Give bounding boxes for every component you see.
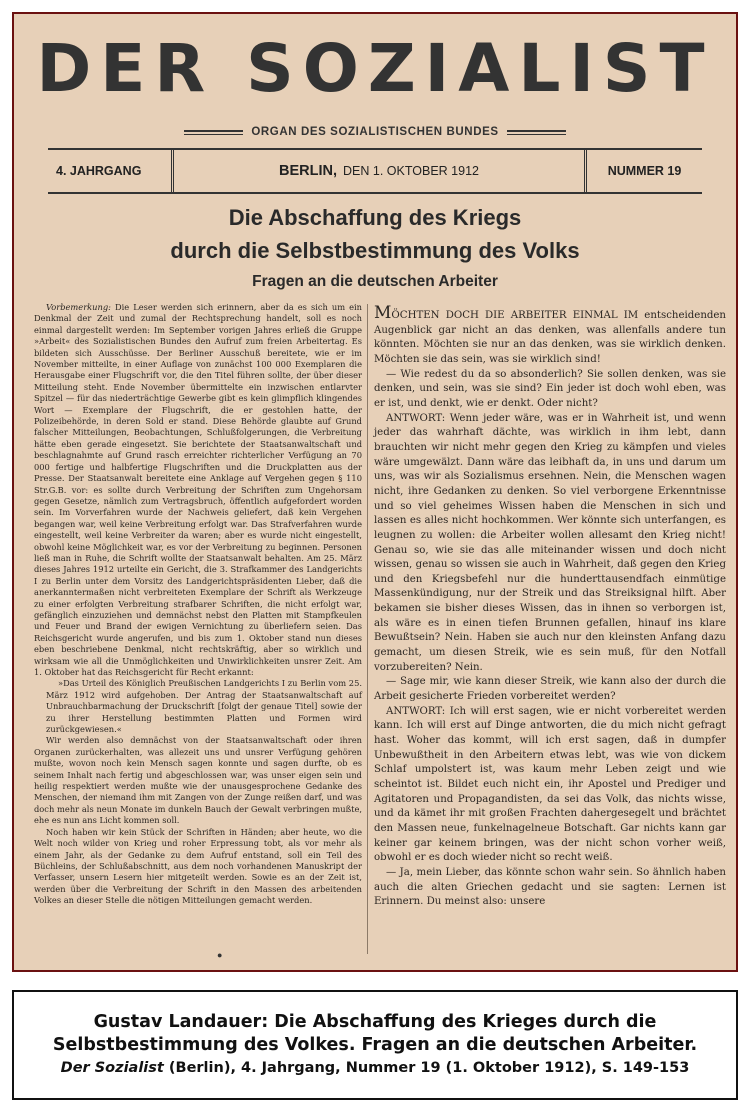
article-subtitle: Fragen an die deutschen Arbeiter: [252, 273, 498, 290]
caption-line-1: Gustav Landauer: Die Abschaffung des Krieges durch die: [93, 1012, 657, 1032]
end-dot: ●: [217, 950, 223, 960]
organ-rule-left: [184, 130, 243, 135]
article-title-line1: Die Abschaffung des Kriegs: [228, 205, 522, 230]
right-paragraph-3: ANTWORT: Wenn jeder wäre, was er in Wahrheit ist, und wenn jeder das wahrhaft dächte, was wirklich in ihm lebt, dann brauchten wir nicht mehr gegen den Krieg zu kämpfen und vieles wäre umgewälzt. Dann wäre das leibhaft da, in uns und darum um uns, was wir als Sozialismus ersehnen. Nein, die Menschen wagen nicht, ihre Gedanken zu denken. So viel verborgene Erkenntnisse und so viel geheimes Wissen haben die Menschen in sich und lassen es alles nicht hochkommen. Wer könnte sich unterfangen, es leugnen zu wollen: die Arbeiter wollen allesamt den Krieg nicht! Genau so, wie sie das alle miteinander wissen und doch nicht wissen, genau so wissen sie auch in Wahrheit, daß gegen den Krieg und den Kriegsbefehl nur die hunderttausendfach einmütige Massenkündigung, nur der Streik und das Streiksignal hilft. Aber bekamen sie bisher dieses Wissen, das in ihnen so verborgen ist, als wäre es in einen tiefen Brunnen gefallen, hinauf ins klare Bewußtsein? Nein. Haben sie auch nur den kleinsten Anfang dazu gemacht, um diesen Streik, wie es sein muß, für den Notfall vorzubereiten? Nein.: [374, 412, 726, 673]
right-paragraph-5: ANTWORT: Ich will erst sagen, wie er nicht vorbereitet werden kann. Ich will erst auf Dinge antworten, die du mich nicht gefragt hast. Woher das kommt, will ich erst sagen, daß in dumpfer Unbewußtheit in den Arbeitern etwas lebt, was wie von dickem Schlaf umpolstert ist, was kaum mehr Leben zeigt und wie scheintot ist. Bildet euch nicht ein, ihr Apostel und Prediger und Agitatoren und Propagandisten, da sei das Volk, das nichts wisse, und da kämet ihr mit großen Frachten dahergesegelt und brächtet den Massen neue, funkelnagelneue Botschaft. Gar nichts kann gar keiner gar keinem bringen, was der nicht schon vorher weiß, obwohl er es doch wieder nicht so recht weiß.: [374, 705, 726, 864]
court-quote: »Das Urteil des Königlich Preußischen Landgerichts I zu Berlin vom 25. März 1912 wird aufgehoben. Der Antrag der Staatsanwaltschaft auf Unbrauchbarmachung der Druckschrift [folgt der genaue Titel] sowie der zu ihrer Herstellung bestimmten Platten und Formen wird zurückgewiesen.«: [46, 678, 362, 735]
column-divider: [367, 304, 368, 954]
dateline: [174, 150, 584, 192]
masthead-title: DER SOZIALIST: [36, 30, 714, 107]
issue-number: NUMMER 19: [584, 150, 702, 192]
right-paragraph-4: — Sage mir, wie kann dieser Streik, wie kann also der durch die Arbeit gesicherte Frieden vorbereitet werden?: [374, 676, 726, 703]
organ-rule-right: [507, 130, 566, 135]
right-paragraph-6: — Ja, mein Lieber, das könnte schon wahr sein. So ähnlich haben auch die alten Griechen gedacht und sie sagten: Lernen ist Erinnern. Du meinst also: unsere: [374, 866, 726, 908]
right-paragraph-2: — Wie redest du da so absonderlich? Sie sollen denken, was sie denken, und sein, was sie sind? Ein jeder ist doch wohl eben, was er ist, und denkt, wie er denkt. Oder nicht?: [374, 368, 726, 409]
lead-text: entscheidenden Augenblick gar nicht an das denken, was allenfalls andere tun könnten. Möchten sie nur an das denken, was sie wirklich denken. Möchten sie das sein, was sie wirklich sind!: [374, 310, 726, 365]
left-column: [34, 302, 362, 907]
left-paragraph-2: Wir werden also demnächst von der Staatsanwaltschaft oder ihren Organen zurückerhalten, was allezeit uns und unsrer Verfügung gehören mußte, wovon noch kein Mensch sagen konnte und sagen durfte, ob es seinem Inhalt nach fertig und abgeschlossen war, was unser eigen sein und heilig respektiert werden mußte wie der unausgesprochene Gedanke des Menschen, der niemand ihm mit Zangen von der Zunge reißen darf, und was doch mehr als neun Monate im dunkeln Bauch der Gewalt verbringen mußte, ehe es nun ans Licht kommen soll.: [34, 735, 362, 826]
caption-citation: [61, 1057, 690, 1079]
preface-label: Vorbemerkung:: [46, 302, 111, 312]
caption-box: [12, 990, 738, 1100]
left-paragraph-3: Noch haben wir kein Stück der Schriften in Händen; aber heute, wo die Welt noch wilder von Krieg und roher Erpressung tobt, als vor mehr als einem Jahr, als der Gedanke zu dem Aufruf entstand, soll ein Teil des Büchleins, der Schlußabschnitt, aus dem noch vorhandenen Manuskript der Verfasser, unsern Lesern hier mitgeteilt werden. Sowie es an der Zeit ist, werden über die Verbreitung der Schrift in den Massen des arbeitenden Volkes an dieser Stelle die nötigen Mitteilungen gemacht werden.: [34, 826, 362, 906]
city-label: BERLIN,: [279, 163, 338, 179]
preface-text: Die Leser werden sich erinnern, aber da es sich um ein Denkmal der Zeit und zumal der Rechtsprechung handelt, soll es noch einmal dargestellt werden: Im September vorigen Jahres erließ die Gruppe »Arbeit« des Sozialistischen Bundes den Aufruf zum freien Arbeitertag. Es bildeten sich Ausschüsse. Der Berliner Ausschuß bereitete, wie er im November mitteilte, in einer Auflage von zunächst 100 000 Exemplaren die Herausgabe einer Flugschrift vor, die den Titel führen sollte, der über dieser Mitteilung steht. Ende November übermittelte ein inzwischen entlarvter Spitzel — für das niederträchtige Gewerbe gibt es kein glimpflich klingendes Wort — Exemplare der Flugschrift, die er gestohlen hatte, der Polizeibehörde, in deren Sold er stand. Diese Behörde glaubte auf Grund falscher Mitteilungen, Beobachtungen, Schlußfolgerungen, die Verbreitung hätte eben gerade eingesetzt. Sie berichtete der Staatsanwaltschaft und beschlagnahmte auf Grund rasch erreichter richterlicher Verfügung an 70 000 fertige und halbfertige Flugschriften und die Druckplatten aus der Presse. Der Staatsanwalt bereitete eine Anklage auf Vergehen gegen § 110 Str.G.B. vor: es sollte durch Verbreitung der Schriften zum Ungehorsam gegen Gesetze, nämlich zum Vertragsbruch, öffentlich aufgefordert worden sein. Im Vorverfahren wurde der Nachweis geliefert, daß kein Vergehen begangen war, weil keine Verbreitung erfolgt war. Das Strafverfahren wurde eingestellt, weil keine Verbreiter da waren; aber es wurde nicht eingestellt, obwohl keine Möglichkeit war, es vor der Verbreitung zu beginnen. Personen ließ man in Ruhe, die Schrift wollte der Staatsanwalt behalten. Am 25. März dieses Jahres 1912 urteilte ein Gericht, die 3. Strafkammer des Landgerichts I zu Berlin unter dem Vorsitz des Landgerichtspräsidenten Lieber, daß die anerkanntermaßen nicht verbreiteten Exemplare der Schrift als Werkzeuge zu einer erfolgten Verbreitung strafbarer Schriften, die nicht erfolgt war, gefänglich einzuziehen und demnächst nebst den Platten mit Stampfkeulen und Feuer und Brand der ewigen Vernichtung zu überliefern seien. Das Reichsgericht wurde angerufen, und bis zum 1. Oktober stand nun dieses eben beschriebene Denkmal, nicht rechtskräftig, aber so wirklich und wirksam wie all die Unmöglichkeiten und Unwirklichkeiten unsrer Zeit. Am 1. Oktober hat das Reichsgericht für Recht erkannt:: [34, 302, 362, 677]
preface-paragraph: [34, 302, 362, 678]
caption-line-2: Selbstbestimmung des Volkes. Fragen an die deutschen Arbeiter.: [52, 1035, 698, 1055]
caption-citation-rest: (Berlin), 4. Jahrgang, Nummer 19 (1. Oktober 1912), S. 149-153: [163, 1060, 690, 1076]
volume-label: 4. JAHRGANG: [48, 150, 174, 192]
organ-text: ORGAN DES SOZIALISTISCHEN BUNDES: [251, 126, 499, 138]
date-label: DEN 1. OKTOBER 1912: [343, 164, 479, 178]
lead-paragraph: [374, 303, 726, 368]
right-column: [374, 303, 726, 910]
caption-journal: Der Sozialist: [60, 1060, 164, 1076]
dropcap: M: [374, 303, 392, 323]
article-title-line2: durch die Selbstbestimmung des Volks: [170, 238, 580, 263]
lead-caps: ÖCHTEN DOCH DIE ARBEITER EINMAL IM: [391, 310, 639, 321]
organ-line: [184, 124, 566, 140]
issue-bar: [48, 148, 702, 194]
newspaper-page: [12, 12, 738, 972]
